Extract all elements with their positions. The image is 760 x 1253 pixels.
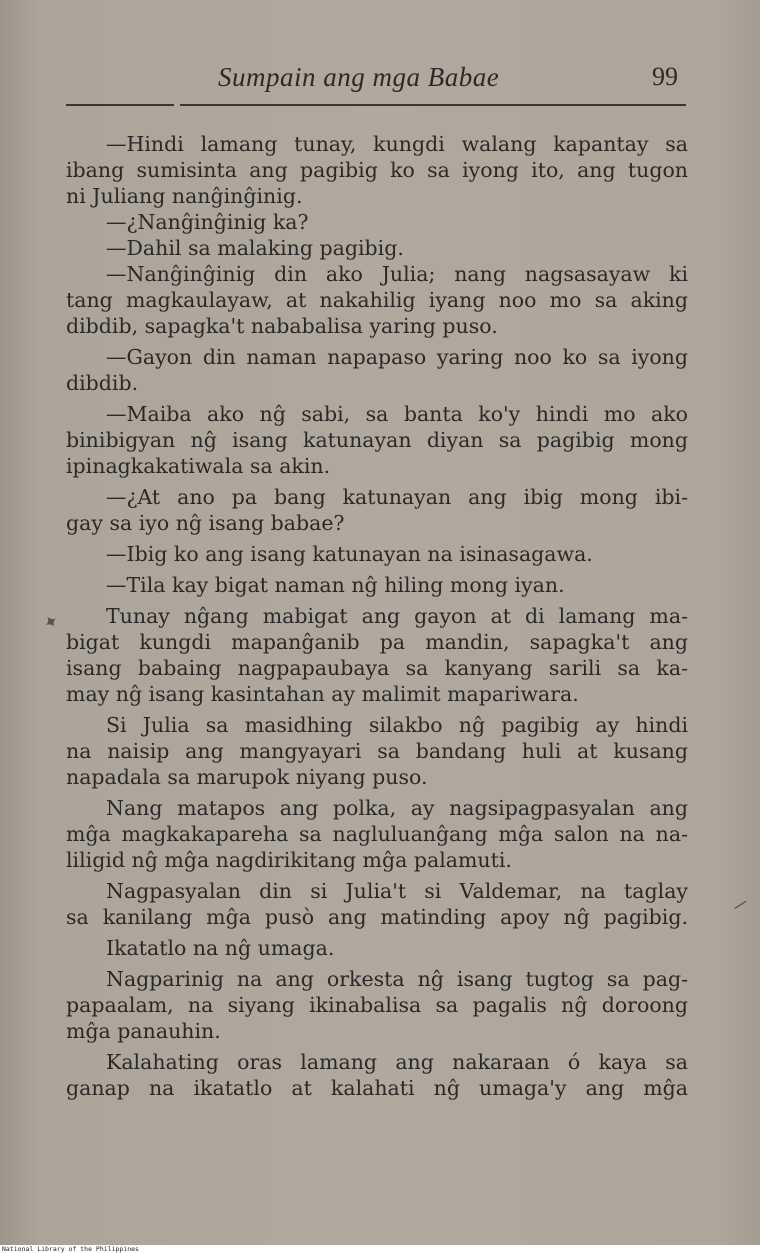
text-line: ipinagkakatiwala sa akin. [66, 454, 331, 478]
text-line: dibdib. [66, 371, 139, 395]
ink-blot-mark: ✦ [39, 609, 64, 636]
text-line: binibigyan nĝ isang katunayan diyan sa pagibig mong [66, 428, 688, 452]
text-line: Nagpasyalan din si Julia't si Valdemar, na taglay [106, 879, 688, 903]
text-line: —Ibig ko ang isang katunayan na isinasagawa. [106, 542, 593, 566]
text-line: ganap na ikatatlo at kalahati nĝ umaga'y ang mĝa [66, 1076, 688, 1100]
text-line: —Dahil sa malaking pagibig. [106, 236, 404, 260]
text-line: Ikatatlo na nĝ umaga. [106, 936, 335, 960]
text-line: na naisip ang mangyayari sa bandang huli at kusang [66, 739, 688, 763]
text-line: gay sa iyo nĝ isang babae? [66, 511, 345, 535]
text-line: Tunay nĝang mabigat ang gayon at di lamang ma- [106, 604, 688, 628]
page-number: 99 [652, 62, 678, 91]
text-line: Kalahating oras lamang ang nakaraan ó kaya sa [106, 1050, 688, 1074]
text-line: Nang matapos ang polka, ay nagsipagpasyalan ang [106, 796, 688, 820]
text-line: —Nanĝinĝinig din ako Julia; nang nagsasayaw ki [106, 262, 688, 286]
text-line: isang babaing nagpapaubaya sa kanyang sarili sa ka- [66, 656, 688, 680]
header-rule-left [66, 104, 174, 106]
library-credit: National Library of the Philippines [0, 1245, 760, 1253]
text-line: dibdib, sapagka't nababalisa yaring puso. [66, 314, 498, 338]
text-line: —¿At ano pa bang katunayan ang ibig mong ibi- [106, 485, 688, 509]
text-line: liligid nĝ mĝa nagdirikitang mĝa palamuti. [66, 848, 512, 872]
text-line: papaalam, na siyang ikinabalisa sa pagalis nĝ doroong [66, 993, 688, 1017]
body-text [66, 131, 688, 1101]
text-line: napadala sa marupok niyang puso. [66, 765, 428, 789]
header-rule-right [180, 104, 686, 106]
text-line: Nagparinig na ang orkesta nĝ isang tugtog sa pag- [106, 967, 688, 991]
text-line: mĝa magkakapareha sa nagluluanĝang mĝa salon na na- [66, 822, 688, 846]
text-line: tang magkaulayaw, at nakahilig iyang noo mo sa aking [66, 288, 688, 312]
text-line: —Maiba ako nĝ sabi, sa banta ko'y hindi mo ako [106, 402, 688, 426]
text-line: —Hindi lamang tunay, kungdi walang kapantay sa [106, 132, 688, 156]
text-line: —Gayon din naman napapaso yaring noo ko sa iyong [106, 345, 688, 369]
pencil-stray-mark: ∕ [732, 895, 749, 914]
page-header [0, 62, 760, 98]
text-line: —Tila kay bigat naman nĝ hiling mong iyan. [106, 573, 565, 597]
text-line: may nĝ isang kasintahan ay malimit mapariwara. [66, 682, 579, 706]
text-line: —¿Nanĝinĝinig ka? [106, 210, 309, 234]
text-line: Si Julia sa masidhing silakbo nĝ pagibig ay hindi [106, 713, 688, 737]
text-line: bigat kungdi mapanĝanib pa mandin, sapagka't ang [66, 630, 688, 654]
text-line: mĝa panauhin. [66, 1019, 221, 1043]
text-line: ibang sumisinta ang pagibig ko sa iyong ito, ang tugon [66, 158, 688, 182]
text-line: ni Juliang nanĝinĝinig. [66, 184, 303, 208]
text-line: sa kanilang mĝa pusò ang matinding apoy nĝ pagibig. [66, 905, 688, 929]
running-title: Sumpain ang mga Babae [218, 62, 500, 92]
